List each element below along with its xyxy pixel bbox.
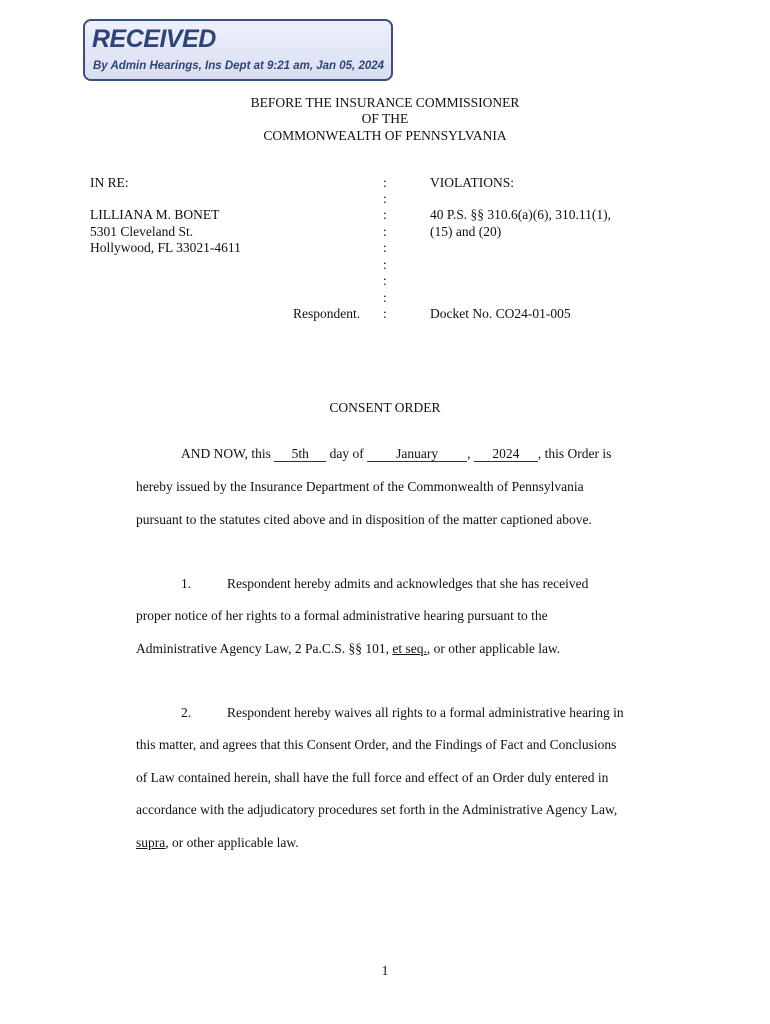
page-number: 1	[381, 963, 389, 978]
para-1-line-3b: , or other applicable law.	[426, 641, 561, 656]
caption-colon: :	[383, 191, 387, 206]
stamp-subtitle: By Admin Hearings, Ins Dept at 9:21 am, Jan 05, 2024	[93, 60, 385, 72]
para-1-line-3a: Administrative Agency Law, 2 Pa.C.S. §§ 101,	[136, 641, 389, 656]
docket-number: Docket No. CO24-01-005	[430, 306, 571, 321]
para-1-line-1: Respondent hereby admits and acknowledges that she has received	[227, 576, 589, 591]
para-2-line-2: this matter, and agrees that this Consent Order, and the Findings of Fact and Conclusions	[136, 737, 617, 752]
intro-text-3: , this Order is	[537, 446, 612, 461]
para-2-line-4: accordance with the adjudicatory procedures set forth in the Administrative Agency Law,	[136, 802, 618, 817]
et-seq-citation: et seq.	[392, 641, 427, 656]
month-field: January	[367, 446, 467, 462]
heading-line-1: BEFORE THE INSURANCE COMMISSIONER	[250, 95, 520, 110]
para-2-line-3: of Law contained herein, shall have the full force and effect of an Order duly entered in	[136, 770, 609, 785]
supra-citation: supra	[136, 835, 166, 850]
document-title: CONSENT ORDER	[329, 400, 441, 415]
stamp-title: RECEIVED	[92, 25, 216, 53]
para-1-line-2: proper notice of her rights to a formal administrative hearing pursuant to the	[136, 608, 548, 623]
received-stamp	[83, 19, 393, 81]
caption-colon: :	[383, 257, 387, 272]
para-2-line-5b: , or other applicable law.	[165, 835, 299, 850]
violations-line-2: (15) and (20)	[430, 224, 502, 239]
respondent-address-2: Hollywood, FL 33021-4611	[90, 240, 241, 255]
day-field: 5th	[274, 446, 326, 462]
caption-colon: :	[383, 306, 387, 321]
intro-text-1: AND NOW, this	[181, 446, 271, 461]
para-1-number: 1.	[181, 576, 192, 591]
caption-colon: :	[383, 290, 387, 305]
para-2-line-1: Respondent hereby waives all rights to a formal administrative hearing in	[227, 705, 624, 720]
heading-line-3: COMMONWEALTH OF PENNSYLVANIA	[263, 128, 507, 143]
caption-colon: :	[383, 207, 387, 222]
respondent-name: LILLIANA M. BONET	[90, 207, 220, 222]
caption-colon: :	[383, 240, 387, 255]
respondent-label: Respondent.	[293, 306, 361, 321]
para-2-number: 2.	[181, 705, 192, 720]
year-field: 2024	[474, 446, 538, 462]
intro-line-2: hereby issued by the Insurance Department of the Commonwealth of Pennsylvania	[136, 479, 584, 494]
violations-label: VIOLATIONS:	[430, 175, 514, 190]
heading-line-2: OF THE	[361, 111, 409, 126]
para-2-line-5	[136, 835, 299, 851]
caption-colon: :	[383, 273, 387, 288]
caption-colon: :	[383, 175, 387, 190]
violations-line-1: 40 P.S. §§ 310.6(a)(6), 310.11(1),	[430, 207, 611, 222]
in-re-label: IN RE:	[90, 175, 129, 190]
para-1-line-3	[136, 641, 560, 657]
intro-line-1: AND NOW, this 5th day of January , 2024 , this Order is	[181, 446, 612, 461]
intro-text-2: day of	[329, 446, 364, 461]
intro-line-3: pursuant to the statutes cited above and in disposition of the matter captioned above.	[136, 512, 592, 527]
caption-colon: :	[383, 224, 387, 239]
respondent-address-1: 5301 Cleveland St.	[90, 224, 194, 239]
